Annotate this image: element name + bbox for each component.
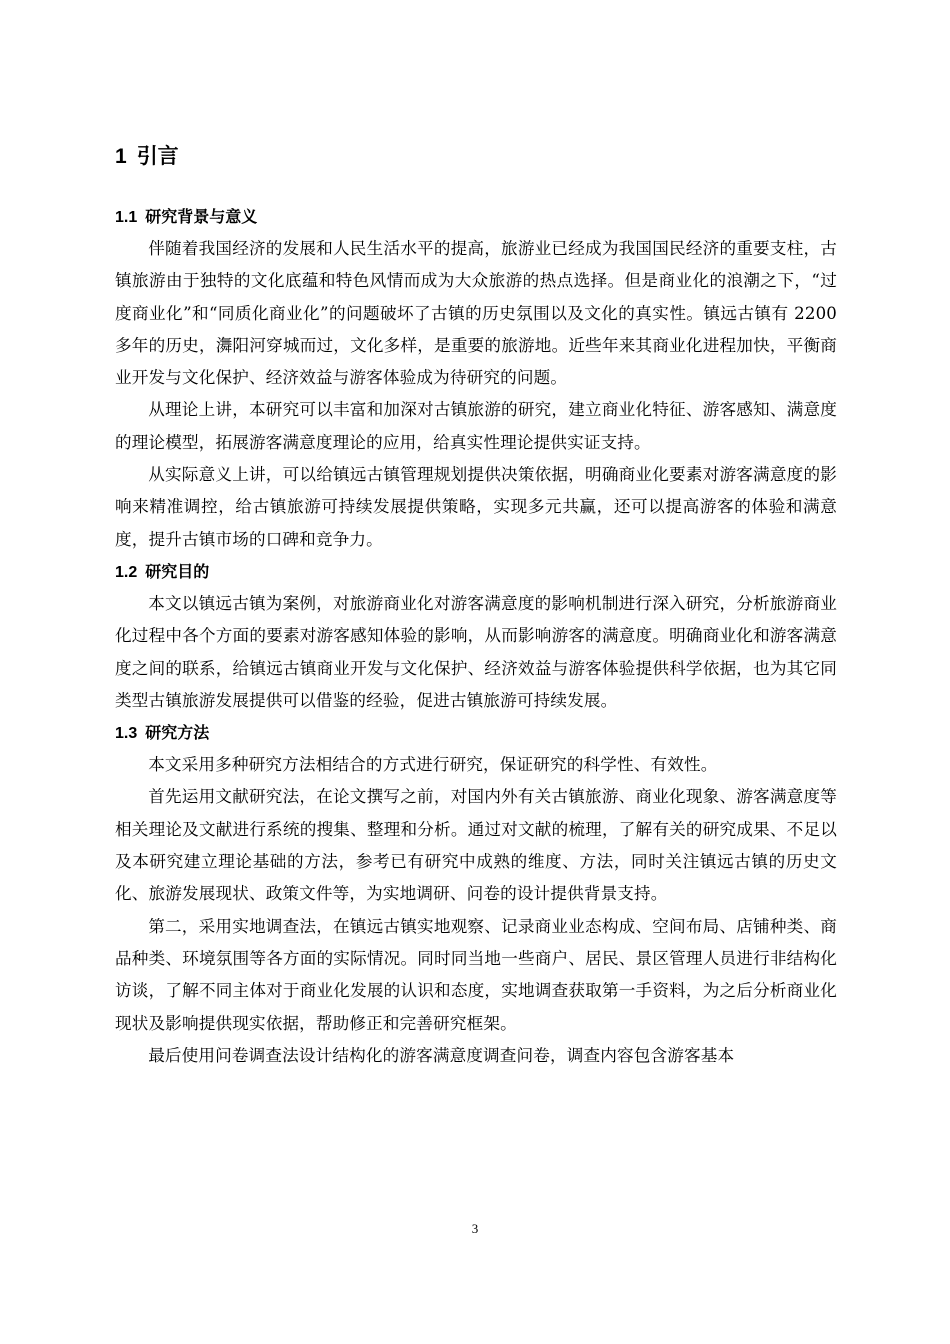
paragraph: 本文以镇远古镇为案例，对旅游商业化对游客满意度的影响机制进行深入研究，分析旅游商业化过程中各个方面的要素对游客感知体验的影响，从而影响游客的满意度。明确商业化和游客满意度之间的联系，给镇远古镇商业开发与文化保护、经济效益与游客体验提供科学依据，也为其它同类型古镇旅游发展提供可以借鉴的经验，促进古镇旅游可持续发展。 [115, 593, 837, 710]
paragraph: 伴随着我国经济的发展和人民生活水平的提高，旅游业已经成为我国国民经济的重要支柱，古镇旅游由于独特的文化底蕴和特色风情而成为大众旅游的热点选择。但是商业化的浪潮之下，“过度商业化”和“同质化商业化”的问题破坏了古镇的历史氛围以及文化的真实性。镇远古镇有 2200 多年的历史，㵲阳河穿城而过，文化多样，是重要的旅游地。近些年来其商业化进程加快，平衡商业开发与文化保护、经济效益与游客体验成为待研究的问题。 [115, 239, 837, 388]
section-title: 研究背景与意义 [145, 207, 258, 226]
section-title: 研究方法 [145, 723, 210, 743]
paragraph: 首先运用文献研究法，在论文撰写之前，对国内外有关古镇旅游、商业化现象、游客满意度等相关理论及文献进行系统的搜集、整理和分析。通过对文献的梳理，了解有关的研究成果、不足以及本研究建立理论基础的方法，参考已有研究中成熟的维度、方法，同时关注镇远古镇的历史文化、旅游发展现状、政策文件等，为实地调研、问卷的设计提供背景支持。 [115, 787, 837, 904]
section-heading-1-1 [115, 201, 837, 233]
paragraph: 第二，采用实地调查法，在镇远古镇实地观察、记录商业业态构成、空间布局、店铺种类、商品种类、环境氛围等各方面的实际情况。同时同当地一些商户、居民、景区管理人员进行非结构化访谈，了解不同主体对于商业化发展的认识和态度，实地调查获取第一手资料，为之后分析商业化现状及影响提供现实依据，帮助修正和完善研究框架。 [115, 916, 837, 1033]
chapter-heading [115, 140, 837, 172]
paragraph: 从实际意义上讲，可以给镇远古镇管理规划提供决策依据，明确商业化要素对游客满意度的影响来精准调控，给古镇旅游可持续发展提供策略，实现多元共赢，还可以提高游客的体验和满意度，提升古镇市场的口碑和竞争力。 [115, 465, 837, 549]
page-body [115, 140, 837, 1072]
paragraph: 本文采用多种研究方法相结合的方式进行研究，保证研究的科学性、有效性。 [148, 755, 718, 775]
page-number: 3 [471, 1221, 479, 1236]
section-title: 研究目的 [145, 561, 210, 581]
section-number: 1.2 [115, 563, 138, 581]
chapter-number: 1 [115, 145, 127, 168]
paragraph: 从理论上讲，本研究可以丰富和加深对古镇旅游的研究，建立商业化特征、游客感知、满意度的理论模型，拓展游客满意度理论的应用，给真实性理论提供实证支持。 [115, 400, 837, 452]
section-heading-1-2 [115, 556, 837, 588]
section-number: 1.1 [115, 209, 138, 226]
section-number: 1.3 [115, 725, 138, 743]
spacer [115, 172, 837, 201]
paragraph: 最后使用问卷调查法设计结构化的游客满意度调查问卷，调查内容包含游客基本 [148, 1045, 735, 1065]
chapter-title: 引言 [136, 144, 179, 168]
section-heading-1-3 [115, 717, 837, 749]
